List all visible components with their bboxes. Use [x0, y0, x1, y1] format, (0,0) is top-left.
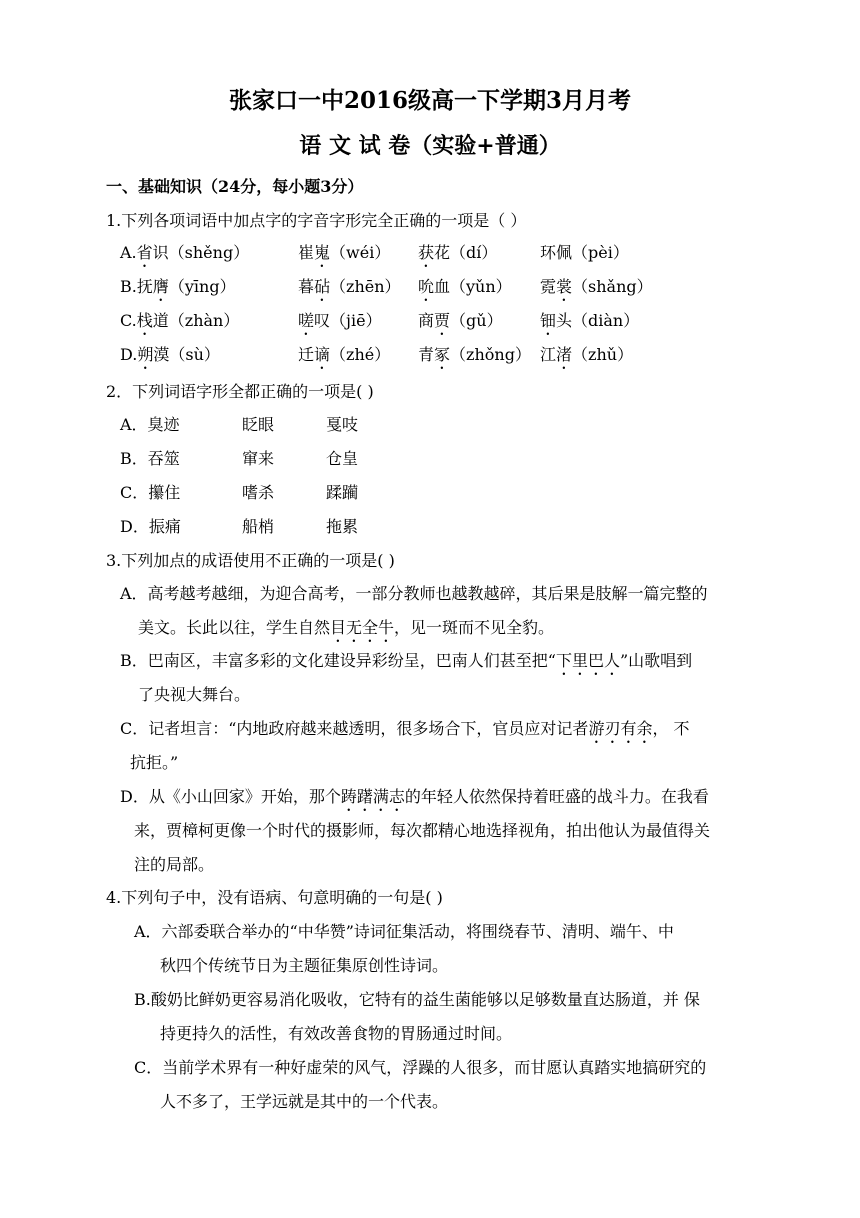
option-cell: 青冢（zhǒng） — [418, 345, 531, 364]
question-3-option-d-line3: 注的局部。 — [134, 855, 215, 874]
option-cell: 拖累 — [326, 517, 359, 536]
question-1-stem: 1.下列各项词语中加点字的字音字形完全正确的一项是（ ） — [106, 211, 527, 230]
section-heading: 一、基础知识（24分，每小题3分） — [106, 177, 364, 196]
option-cell: C．攥住 — [120, 483, 181, 502]
text-run: 的年轻人依然保持着旺盛的战斗力。在我看 — [404, 787, 709, 806]
option-cell: 获花（dí） — [418, 243, 498, 262]
option-cell: D.朔漠（sù） — [120, 345, 220, 364]
option-cell: 蹂躏 — [326, 483, 359, 502]
text-run: ， 不 — [652, 719, 690, 738]
option-cell: 眨眼 — [242, 415, 275, 434]
option-cell: 吮血（yǔn） — [418, 277, 512, 296]
option-cell: 商贾（gǔ） — [418, 311, 503, 330]
question-4-option-a-line1: A．六部委联合举办的“中华赞”诗词征集活动，将围绕春节、清明、端午、中 — [134, 922, 674, 941]
question-3-option-d-line1 — [120, 785, 709, 815]
exam-title: 张家口一中2016级高一下学期3月月考 — [228, 87, 632, 114]
dotted-idiom: 下里巴人 — [555, 651, 620, 670]
option-cell: 嗟叹（jiē） — [298, 311, 382, 330]
option-cell: 戛吱 — [326, 415, 359, 434]
question-4-stem: 4.下列句子中，没有语病、句意明确的一句是( ) — [106, 888, 443, 907]
question-3-option-b-line1 — [120, 649, 692, 679]
text-run: C．记者坦言：“内地政府越来越透明，很多场合下，官员应对记者 — [120, 719, 589, 738]
option-cell: 暮砧（zhēn） — [298, 277, 401, 296]
option-cell: A.省识（shěng） — [120, 243, 250, 262]
question-3-option-a-line2 — [138, 616, 554, 646]
question-2-stem: 2．下列词语字形全都正确的一项是( ) — [106, 382, 374, 401]
option-cell: 崔嵬（wéi） — [298, 243, 391, 262]
question-4-option-a-line2: 秋四个传统节日为主题征集原创性诗词。 — [160, 956, 449, 975]
question-4-option-b-line1: B.酸奶比鲜奶更容易消化吸收，它特有的益生菌能够以足够数量直达肠道，并 保 — [134, 990, 700, 1009]
option-cell: 迁谪（zhé） — [298, 345, 391, 364]
option-cell: D．振痛 — [120, 517, 181, 536]
question-4-option-c-line1: C．当前学术界有一种好虚荣的风气，浮躁的人很多，而甘愿认真踏实地搞研究的 — [134, 1058, 707, 1077]
exam-subtitle: 语 文 试 卷（实验+普通） — [299, 133, 561, 159]
question-4-option-b-line2: 持更持久的活性，有效改善食物的胃肠通过时间。 — [160, 1024, 513, 1043]
question-3-option-c-line1 — [120, 717, 690, 747]
option-cell: C.栈道（zhàn） — [120, 311, 240, 330]
option-cell: 霓裳（shǎng） — [540, 277, 653, 296]
text-run: D．从《小山回家》开始，那个 — [120, 787, 341, 806]
dotted-idiom: 游刃有余 — [588, 719, 653, 738]
question-3-stem: 3.下列加点的成语使用不正确的一项是( ) — [106, 551, 395, 570]
text-run: 美文。长此以往，学生自然 — [138, 618, 331, 637]
option-cell: 仓皇 — [326, 449, 359, 468]
option-cell: 钿头（diàn） — [540, 311, 640, 330]
question-3-option-c-line2: 抗拒。” — [130, 753, 179, 772]
option-cell: B.抚膺（yīng） — [120, 277, 236, 296]
dotted-idiom: 踌躇满志 — [340, 787, 405, 806]
dotted-idiom: 目无全牛 — [330, 618, 395, 637]
question-3-option-a-line1: A．高考越考越细，为迎合高考，一部分教师也越教越碎，其后果是肢解一篇完整的 — [120, 584, 708, 603]
question-3-option-d-line2: 来，贾樟柯更像一个时代的摄影师，每次都精心地选择视角，拍出他认为最值得关 — [134, 821, 711, 840]
option-cell: 嗜杀 — [242, 483, 275, 502]
text-run: B．巴南区，丰富多彩的文化建设异彩纷呈，巴南人们甚至把“ — [120, 651, 556, 670]
option-cell: 环佩（pèi） — [540, 243, 629, 262]
text-run: ”山歌唱到 — [619, 651, 693, 670]
question-3-option-b-line2: 了央视大舞台。 — [138, 685, 251, 704]
question-4-option-c-line2: 人不多了，王学远就是其中的一个代表。 — [160, 1092, 449, 1111]
option-cell: A．臭迹 — [120, 415, 180, 434]
option-cell: 窜来 — [242, 449, 275, 468]
option-cell: B．吞筮 — [120, 449, 180, 468]
option-cell: 船梢 — [242, 517, 275, 536]
text-run: ，见一斑而不见全豹。 — [394, 618, 555, 637]
option-cell: 江渚（zhǔ） — [540, 345, 634, 364]
